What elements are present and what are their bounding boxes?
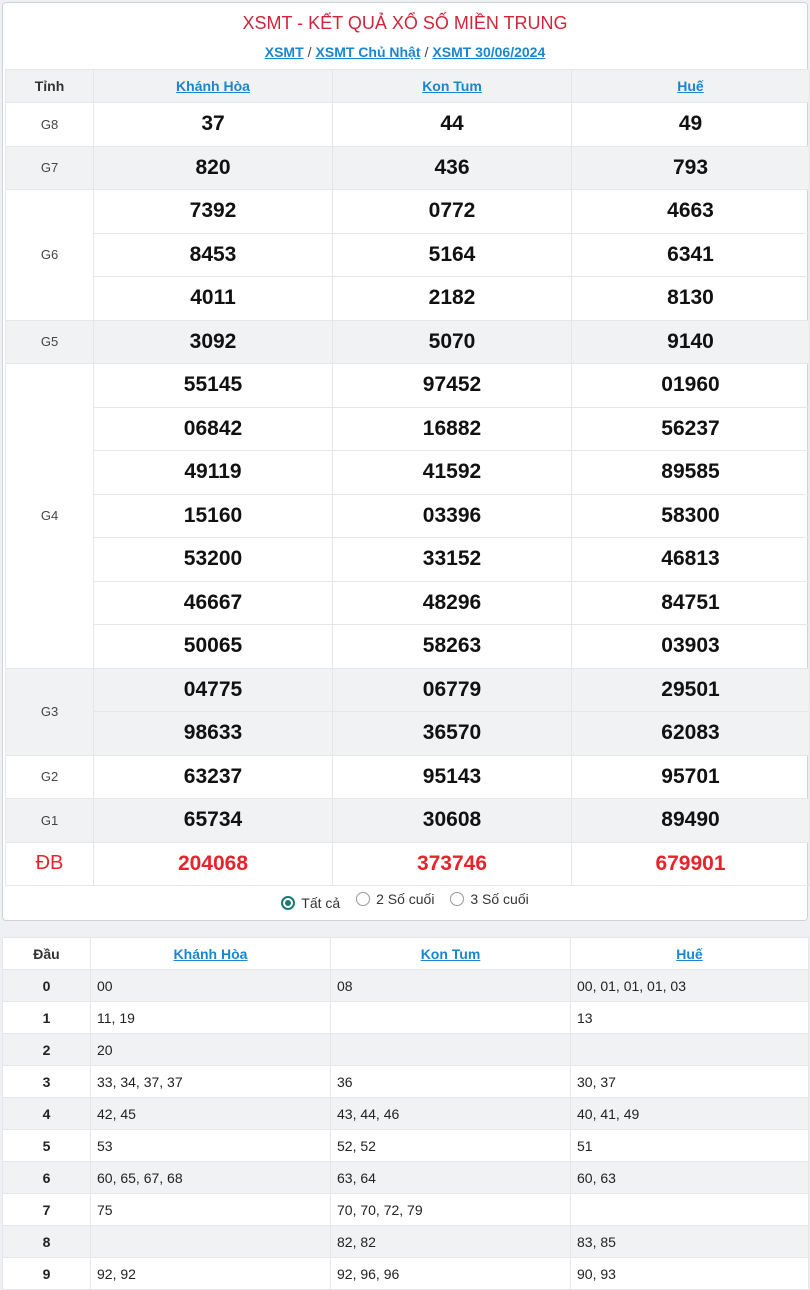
prize-number: 5070 [333, 320, 572, 364]
loto-values: 51 [571, 1130, 809, 1162]
loto-province-link-khanh-hoa[interactable]: Khánh Hòa [173, 945, 248, 962]
loto-values [331, 1002, 571, 1034]
prize-number: 62083 [572, 712, 810, 756]
loto-values: 20 [91, 1034, 331, 1066]
column-header-tinh: Tỉnh [6, 70, 94, 103]
loto-row [3, 970, 809, 1002]
prize-number: 2182 [333, 277, 572, 321]
loto-values: 90, 93 [571, 1258, 809, 1290]
loto-values [331, 1034, 571, 1066]
loto-row [3, 1130, 809, 1162]
prize-row [6, 320, 810, 364]
loto-values [571, 1034, 809, 1066]
prize-number: 30608 [333, 799, 572, 843]
loto-row [3, 1226, 809, 1258]
prize-number: 95701 [572, 755, 810, 799]
loto-values: 82, 82 [331, 1226, 571, 1258]
loto-row [3, 1258, 809, 1290]
loto-head-digit: 4 [3, 1098, 91, 1130]
loto-row [3, 1194, 809, 1226]
prize-row [6, 668, 810, 712]
prize-number: 56237 [572, 407, 810, 451]
breadcrumb: XSMT / XSMT Chủ Nhật / XSMT 30/06/2024 [264, 44, 546, 60]
prize-number: 15160 [94, 494, 333, 538]
prize-number: 53200 [94, 538, 333, 582]
prize-number: 16882 [333, 407, 572, 451]
loto-values: 13 [571, 1002, 809, 1034]
prize-label: G7 [6, 146, 94, 190]
prize-number: 03396 [333, 494, 572, 538]
loto-row [3, 1034, 809, 1066]
loto-values: 11, 19 [91, 1002, 331, 1034]
radio-selected-icon[interactable] [281, 896, 295, 910]
loto-head-digit: 1 [3, 1002, 91, 1034]
loto-values: 92, 92 [91, 1258, 331, 1290]
loto-values: 43, 44, 46 [331, 1098, 571, 1130]
radio-icon[interactable] [356, 892, 370, 906]
prize-number: 01960 [572, 364, 810, 408]
prize-number: 55145 [94, 364, 333, 408]
breadcrumb-xsmt[interactable]: XSMT [264, 44, 304, 60]
prize-number: 65734 [94, 799, 333, 843]
radio-icon[interactable] [450, 892, 464, 906]
loto-values: 30, 37 [571, 1066, 809, 1098]
prize-number: 46667 [94, 581, 333, 625]
prize-row [6, 364, 810, 408]
loto-values: 83, 85 [571, 1226, 809, 1258]
prize-label: G3 [6, 668, 94, 755]
prize-number: 5164 [333, 233, 572, 277]
prize-number: 4011 [94, 277, 333, 321]
loto-values: 60, 65, 67, 68 [91, 1162, 331, 1194]
prize-label: G5 [6, 320, 94, 364]
filter-all[interactable]: Tất cả [281, 895, 340, 911]
loto-row [3, 1066, 809, 1098]
loto-row [3, 1098, 809, 1130]
loto-head-digit: 8 [3, 1226, 91, 1258]
prize-number: 204068 [94, 842, 333, 886]
prize-number: 679901 [572, 842, 810, 886]
prize-row [6, 146, 810, 190]
loto-values: 60, 63 [571, 1162, 809, 1194]
prize-number: 49119 [94, 451, 333, 495]
loto-province-link-hue[interactable]: Huế [676, 945, 703, 962]
loto-head-digit: 2 [3, 1034, 91, 1066]
loto-row [3, 1162, 809, 1194]
breadcrumb-xsmt-chu-nhat[interactable]: XSMT Chủ Nhật [315, 44, 421, 60]
province-link-khanh-hoa[interactable]: Khánh Hòa [176, 78, 250, 94]
prize-number: 89490 [572, 799, 810, 843]
loto-head-digit: 7 [3, 1194, 91, 1226]
prize-number: 98633 [94, 712, 333, 756]
prize-number: 95143 [333, 755, 572, 799]
loto-values: 00, 01, 01, 01, 03 [571, 970, 809, 1002]
prize-number: 8130 [572, 277, 810, 321]
prize-number: 436 [333, 146, 572, 190]
loto-values: 53 [91, 1130, 331, 1162]
prize-row [6, 190, 810, 234]
loto-head-digit: 0 [3, 970, 91, 1002]
prize-number: 04775 [94, 668, 333, 712]
prize-number: 41592 [333, 451, 572, 495]
prize-number: 48296 [333, 581, 572, 625]
prize-row [6, 625, 810, 669]
loto-values [571, 1194, 809, 1226]
loto-province-link-kon-tum[interactable]: Kon Tum [420, 945, 481, 962]
results-table [5, 69, 810, 886]
prize-row [6, 233, 810, 277]
prize-number: 63237 [94, 755, 333, 799]
loto-values [91, 1226, 331, 1258]
prize-number: 97452 [333, 364, 572, 408]
prize-row [6, 407, 810, 451]
loto-values: 75 [91, 1194, 331, 1226]
prize-row [6, 799, 810, 843]
prize-number: 0772 [333, 190, 572, 234]
loto-head-digit: 9 [3, 1258, 91, 1290]
prize-number: 36570 [333, 712, 572, 756]
prize-number: 29501 [572, 668, 810, 712]
filter-3-digits[interactable]: 3 Số cuối [450, 891, 528, 907]
prize-number: 46813 [572, 538, 810, 582]
filter-2-digits[interactable]: 2 Số cuối [356, 891, 434, 907]
loto-head-digit: 3 [3, 1066, 91, 1098]
prize-number: 793 [572, 146, 810, 190]
loto-values: 08 [331, 970, 571, 1002]
loto-values: 33, 34, 37, 37 [91, 1066, 331, 1098]
prize-number: 58300 [572, 494, 810, 538]
prize-number: 03903 [572, 625, 810, 669]
loto-values: 70, 70, 72, 79 [331, 1194, 571, 1226]
prize-number: 06842 [94, 407, 333, 451]
breadcrumb-date[interactable]: XSMT 30/06/2024 [432, 44, 546, 60]
prize-row [6, 451, 810, 495]
prize-number: 49 [572, 103, 810, 147]
prize-label: G6 [6, 190, 94, 321]
digit-filter [3, 891, 807, 911]
loto-values: 40, 41, 49 [571, 1098, 809, 1130]
prize-label: G8 [6, 103, 94, 147]
prize-label: G1 [6, 799, 94, 843]
prize-row [6, 538, 810, 582]
province-link-hue[interactable]: Huế [677, 78, 704, 94]
prize-row [6, 712, 810, 756]
prize-number: 33152 [333, 538, 572, 582]
page-title: XSMT - KẾT QUẢ XỔ SỐ MIỀN TRUNG [242, 13, 568, 33]
prize-number: 58263 [333, 625, 572, 669]
loto-head-digit: 6 [3, 1162, 91, 1194]
prize-number: 06779 [333, 668, 572, 712]
prize-row [6, 755, 810, 799]
prize-number: 7392 [94, 190, 333, 234]
prize-number: 84751 [572, 581, 810, 625]
loto-values: 63, 64 [331, 1162, 571, 1194]
results-card [2, 2, 808, 921]
loto-values: 92, 96, 96 [331, 1258, 571, 1290]
prize-label: G2 [6, 755, 94, 799]
loto-values: 52, 52 [331, 1130, 571, 1162]
prize-number: 4663 [572, 190, 810, 234]
prize-label: G4 [6, 364, 94, 669]
prize-number: 6341 [572, 233, 810, 277]
prize-row [6, 842, 810, 886]
column-header-dau: Đầu [3, 938, 91, 970]
prize-row [6, 103, 810, 147]
prize-number: 9140 [572, 320, 810, 364]
prize-number: 8453 [94, 233, 333, 277]
prize-number: 50065 [94, 625, 333, 669]
prize-number: 373746 [333, 842, 572, 886]
prize-row [6, 581, 810, 625]
prize-number: 820 [94, 146, 333, 190]
province-link-kon-tum[interactable]: Kon Tum [422, 78, 482, 94]
loto-values: 00 [91, 970, 331, 1002]
prize-label: ĐB [6, 842, 94, 886]
loto-head-digit: 5 [3, 1130, 91, 1162]
loto-row [3, 1002, 809, 1034]
loto-values: 42, 45 [91, 1098, 331, 1130]
loto-values: 36 [331, 1066, 571, 1098]
prize-number: 37 [94, 103, 333, 147]
prize-row [6, 277, 810, 321]
loto-table [2, 937, 809, 1290]
prize-row [6, 494, 810, 538]
prize-number: 89585 [572, 451, 810, 495]
prize-number: 3092 [94, 320, 333, 364]
prize-number: 44 [333, 103, 572, 147]
